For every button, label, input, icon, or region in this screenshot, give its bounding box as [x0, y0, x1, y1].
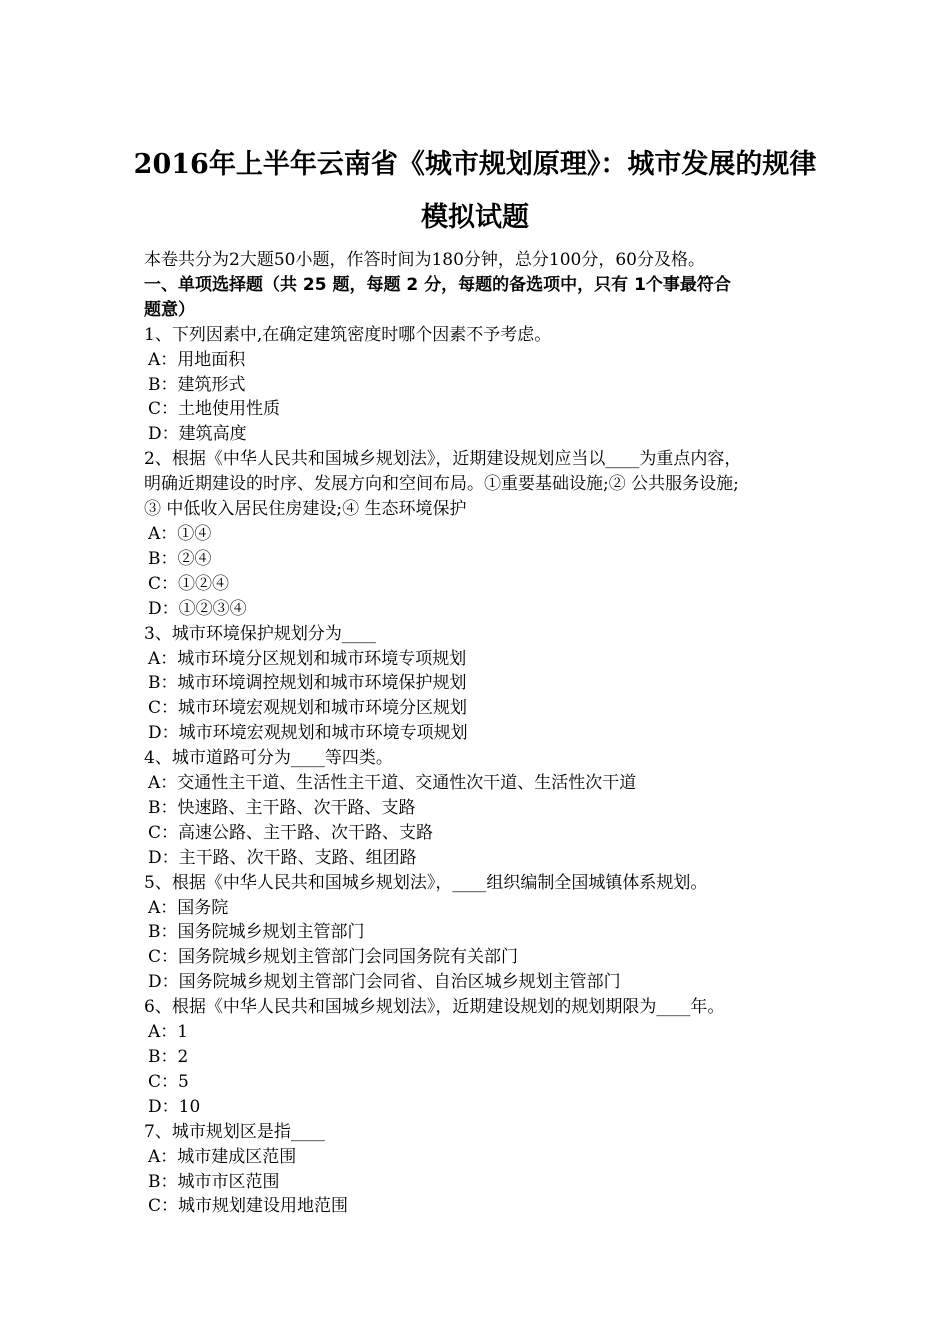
section-heading-line-2: 题意） [144, 299, 195, 320]
document-title-line-2: 模拟试题 [421, 202, 529, 233]
option-d: D：建筑高度 [148, 424, 247, 445]
option-d: D：主干路、次干路、支路、组团路 [148, 847, 417, 868]
option-c: C：①②④ [148, 573, 230, 594]
section-heading-line-1: 一、单项选择题（共 25 题，每题 2 分，每题的备选项中，只有 1个事最符合 [144, 274, 731, 295]
option-c: C：5 [148, 1071, 189, 1092]
question-stem-cont: 明确近期建设的时序、发展方向和空间布局。①重要基础设施;② 公共服务设施; [144, 474, 739, 495]
option-c: C：国务院城乡规划主管部门会同国务院有关部门 [148, 947, 519, 968]
document-body [144, 248, 814, 1219]
option-b: B：②④ [148, 548, 212, 569]
document-title-line-1: 2016年上半年云南省《城市规划原理》：城市发展的规律 [133, 149, 817, 180]
option-b: B：快速路、主干路、次干路、支路 [148, 797, 416, 818]
question-7 [144, 1120, 814, 1220]
option-d: D：①②③④ [148, 598, 247, 619]
option-c: C：土地使用性质 [148, 399, 281, 420]
exam-intro: 本卷共分为2大题50小题，作答时间为180分钟，总分100分，60分及格。 [144, 250, 705, 270]
question-4 [144, 746, 814, 871]
question-stem: 3、城市环境保护规划分为____ [144, 623, 376, 644]
option-a: A：城市环境分区规划和城市环境专项规划 [148, 648, 467, 669]
option-b: B：城市市区范围 [148, 1171, 280, 1192]
option-b: B：建筑形式 [148, 374, 246, 395]
option-d: D：城市环境宏观规划和城市环境专项规划 [148, 723, 468, 744]
question-2 [144, 447, 814, 621]
question-6 [144, 995, 814, 1120]
option-c: C：城市规划建设用地范围 [148, 1196, 349, 1217]
question-1 [144, 323, 814, 448]
option-b: B：国务院城乡规划主管部门 [148, 922, 365, 943]
question-5 [144, 871, 814, 996]
option-c: C：高速公路、主干路、次干路、支路 [148, 822, 434, 843]
question-stem: 4、城市道路可分为____等四类。 [144, 748, 393, 769]
option-a: A：城市建成区范围 [148, 1146, 297, 1167]
question-stem: 7、城市规划区是指____ [144, 1121, 325, 1142]
option-d: D：10 [148, 1096, 201, 1117]
question-stem-cont: ③ 中低收入居民住房建设;④ 生态环境保护 [144, 499, 467, 520]
option-b: B：城市环境调控规划和城市环境保护规划 [148, 673, 467, 694]
option-b: B：2 [148, 1047, 189, 1067]
option-a: A：用地面积 [148, 349, 246, 370]
option-a: A：国务院 [148, 897, 229, 918]
question-stem: 2、根据《中华人民共和国城乡规划法》，近期建设规划应当以____为重点内容， [144, 449, 742, 470]
option-c: C：城市环境宏观规划和城市环境分区规划 [148, 698, 468, 719]
question-3 [144, 622, 814, 747]
option-a: A：1 [148, 1022, 189, 1043]
option-a: A：①④ [148, 523, 212, 544]
question-stem: 1、下列因素中,在确定建筑密度时哪个因素不予考虑。 [144, 324, 552, 345]
option-a: A：交通性主干道、生活性主干道、交通性次干道、生活性次干道 [148, 773, 637, 794]
question-stem: 6、根据《中华人民共和国城乡规划法》，近期建设规划的规划期限为____年。 [144, 997, 725, 1018]
option-d: D：国务院城乡规划主管部门会同省、自治区城乡规划主管部门 [148, 972, 621, 993]
question-stem: 5、根据《中华人民共和国城乡规划法》，____组织编制全国城镇体系规划。 [144, 872, 708, 893]
